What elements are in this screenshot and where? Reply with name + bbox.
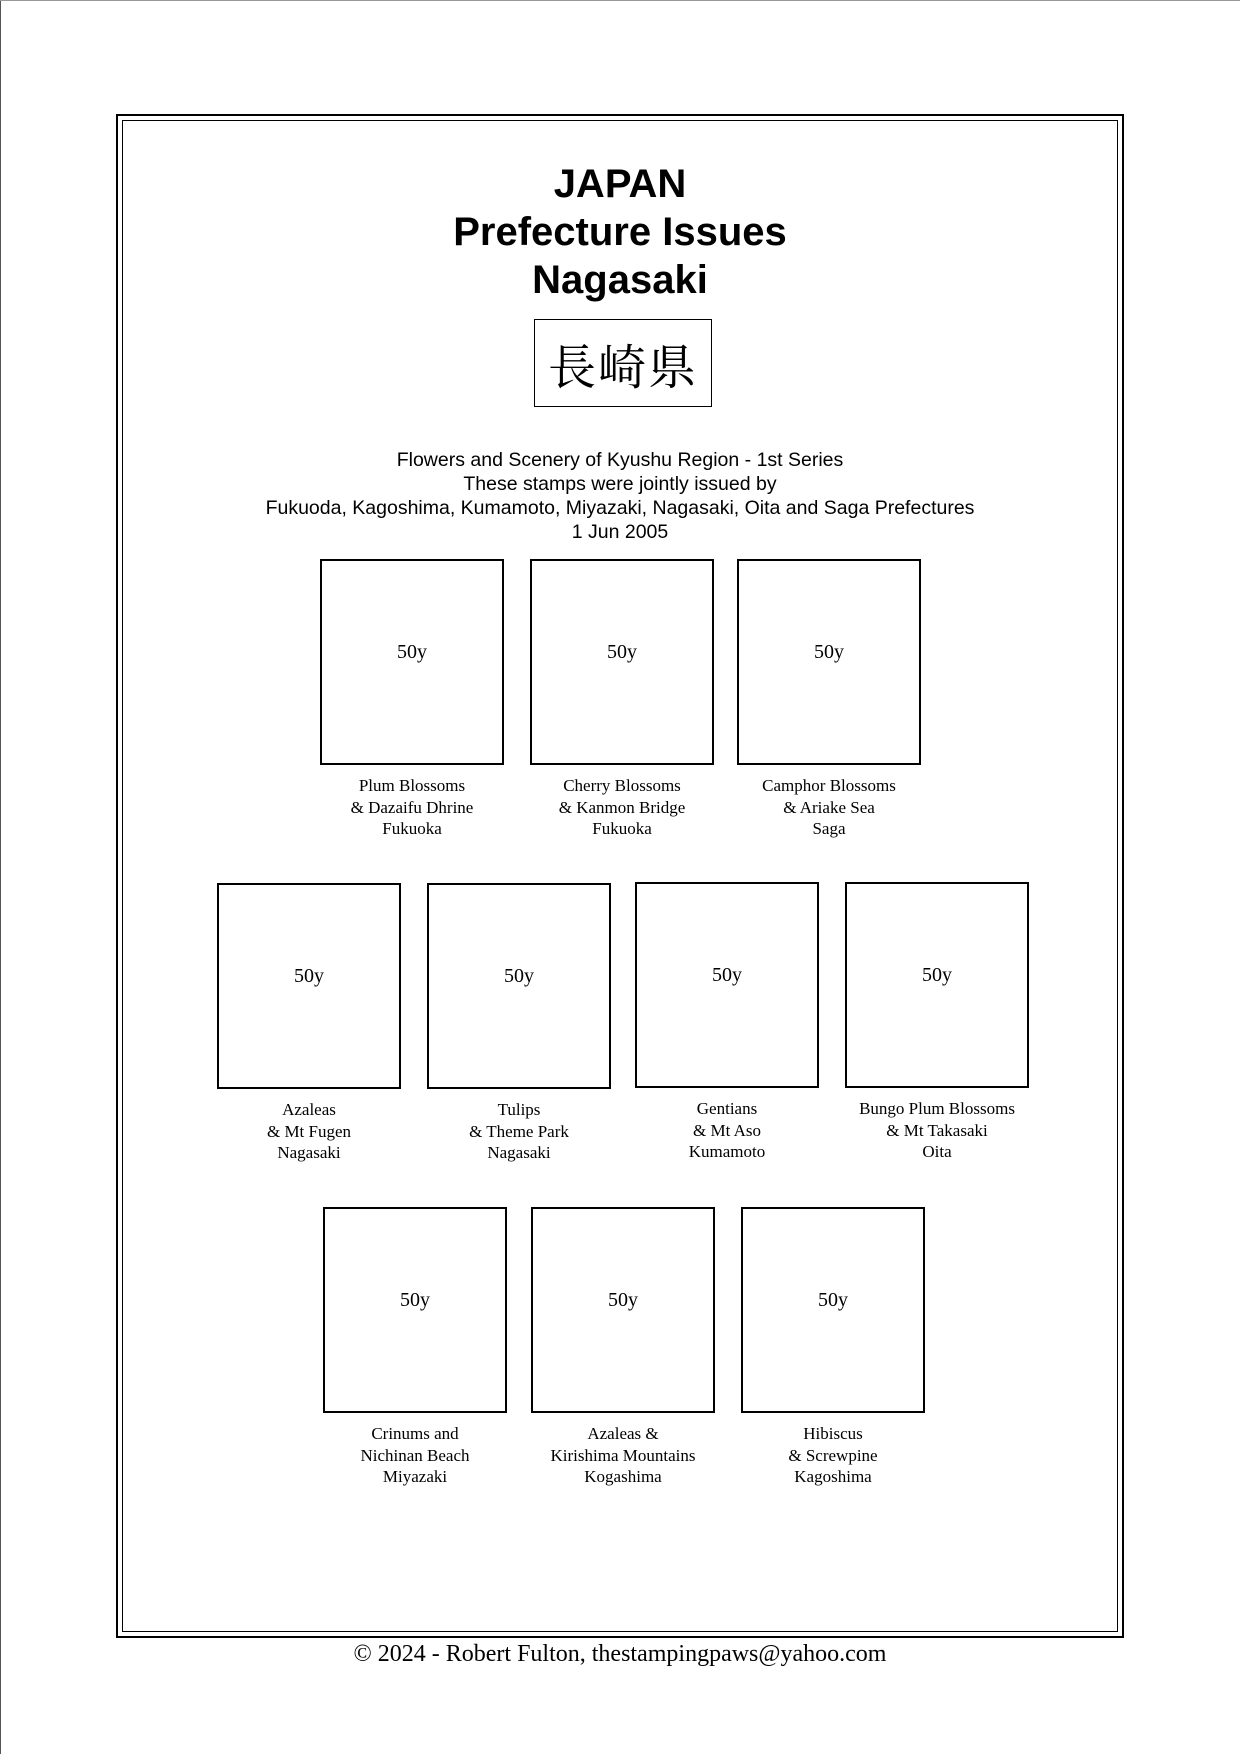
copyright-footer: © 2024 - Robert Fulton, thestampingpaws@yahoo.com [353, 1641, 887, 1667]
caption-line: & Theme Park [469, 1121, 569, 1141]
stamp-space [741, 1207, 925, 1486]
issue-info [0, 448, 1240, 544]
stamp-space [845, 882, 1029, 1161]
caption-line: Kirishima Mountains [550, 1445, 696, 1465]
stamp-box [530, 559, 714, 765]
stamp-value: 50y [607, 641, 637, 663]
stamp-value: 50y [400, 1289, 430, 1311]
stamp-space [217, 883, 401, 1162]
caption-line: Fukuoka [592, 819, 652, 838]
caption-line: Hibiscus [803, 1424, 863, 1443]
stamp-box [531, 1207, 715, 1413]
stamp-value: 50y [712, 964, 742, 986]
caption-line: Tulips [497, 1100, 541, 1119]
caption-line: Kogashima [584, 1467, 662, 1486]
stamp-space [323, 1207, 507, 1486]
stamp-box [217, 883, 401, 1089]
stamp-box [320, 559, 504, 765]
stamp-caption [697, 775, 961, 840]
caption-line: & Screwpine [788, 1445, 878, 1465]
title-country: JAPAN [553, 162, 687, 206]
issue-name: Flowers and Scenery of Kyushu Region - 1st Series [396, 449, 844, 471]
page-title [0, 160, 1240, 304]
stamp-space [427, 883, 611, 1162]
stamp-value: 50y [922, 964, 952, 986]
caption-line: Oita [922, 1142, 952, 1161]
issue-note: These stamps were jointly issued by [463, 473, 777, 495]
stamp-value: 50y [504, 965, 534, 987]
caption-line: & Ariake Sea [783, 797, 875, 817]
stamp-box [737, 559, 921, 765]
caption-line: & Dazaifu Dhrine [350, 797, 474, 817]
stamp-value: 50y [814, 641, 844, 663]
caption-line: Crinums and [371, 1424, 459, 1443]
stamp-value: 50y [294, 965, 324, 987]
caption-line: Miyazaki [382, 1467, 448, 1486]
stamp-space [737, 559, 921, 838]
caption-line: Azaleas [282, 1100, 336, 1119]
stamp-value: 50y [397, 641, 427, 663]
caption-line: & Mt Aso [692, 1120, 762, 1140]
title-series: Prefecture Issues [453, 210, 787, 254]
stamp-space [320, 559, 504, 838]
caption-line: & Mt Fugen [266, 1121, 352, 1141]
caption-line: & Kanmon Bridge [558, 797, 686, 817]
caption-line: Nichinan Beach [360, 1445, 470, 1465]
caption-line: Saga [812, 819, 846, 838]
prefecture-kanji: 長崎県 [547, 339, 698, 396]
caption-line: Bungo Plum Blossoms [859, 1099, 1015, 1118]
stamp-box [427, 883, 611, 1089]
issue-date: 1 Jun 2005 [571, 521, 669, 543]
prefecture-kanji-box [534, 319, 712, 407]
issue-prefectures: Fukuoda, Kagoshima, Kumamoto, Miyazaki, Nagasaki, Oita and Saga Prefectures [265, 497, 975, 519]
stamp-space [530, 559, 714, 838]
stamp-box [323, 1207, 507, 1413]
caption-line: & Mt Takasaki [886, 1120, 988, 1140]
page-edge-top [0, 0, 1240, 1]
stamp-box [845, 882, 1029, 1088]
caption-line: Camphor Blossoms [762, 776, 896, 795]
stamp-value: 50y [608, 1289, 638, 1311]
stamp-box [741, 1207, 925, 1413]
stamp-box [635, 882, 819, 1088]
caption-line: Azaleas & [587, 1424, 659, 1443]
caption-line: Nagasaki [277, 1143, 341, 1162]
caption-line: Plum Blossoms [358, 776, 466, 795]
stamp-caption [805, 1098, 1069, 1163]
caption-line: Cherry Blossoms [563, 776, 681, 795]
stamp-space [531, 1207, 715, 1486]
caption-line: Kumamoto [688, 1142, 766, 1161]
caption-line: Gentians [696, 1099, 758, 1118]
stamp-caption [701, 1423, 965, 1488]
stamp-space [635, 882, 819, 1161]
title-prefecture: Nagasaki [532, 258, 708, 302]
caption-line: Fukuoka [382, 819, 442, 838]
caption-line: Nagasaki [487, 1143, 551, 1162]
stamp-value: 50y [818, 1289, 848, 1311]
caption-line: Kagoshima [794, 1467, 872, 1486]
